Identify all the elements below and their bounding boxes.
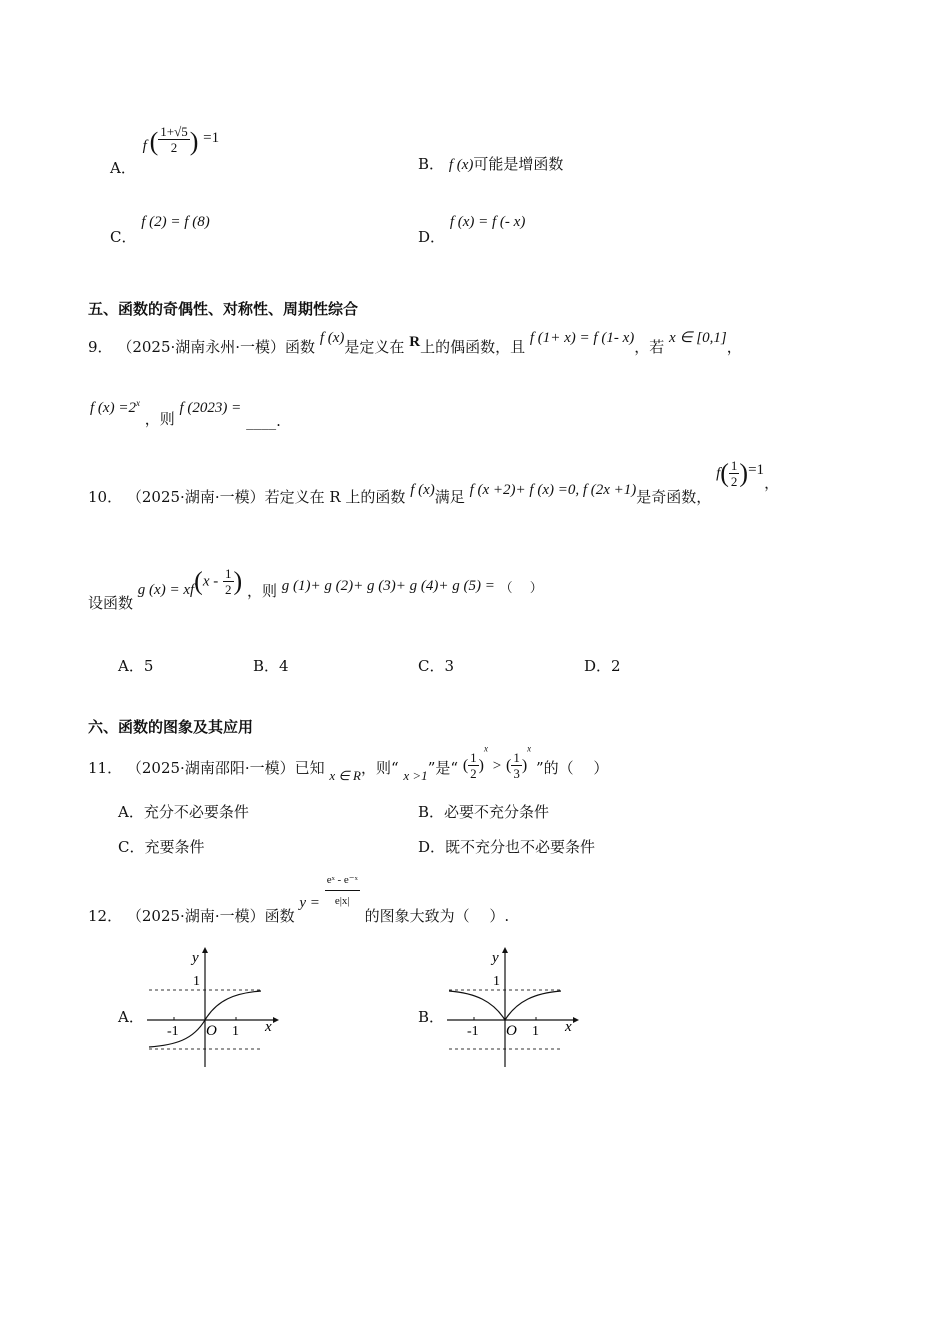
question-10-line-1: 10． （2025·湖南·一模）若定义在 R 上的函数 f (x)满足 f (x +2)+ f (x) =0, f (2x +1)是奇函数， f( $\frac{1}{2}$ )=1， [88,458,780,506]
section-5-title: 五、函数的奇偶性、对称性、周期性综合 [88,300,359,318]
graph-b-tick-neg1: -1 [467,1024,479,1039]
graph-b-x-label: x [565,1019,572,1035]
graph-b-curve-right [505,991,561,1020]
q8-option-c: C． f (2) = f (8) [110,214,210,246]
q10-option-c: C．3 [418,657,455,675]
graph-a-tick-1-x: 1 [232,1024,239,1039]
q8-option-b: B． f (x)可能是增函数 [418,155,564,173]
graph-a-tick-neg1: -1 [167,1024,179,1039]
q11-option-b: B．必要不充分条件 [418,803,550,821]
graph-b-label: B． [418,1008,445,1026]
graph-a [145,945,280,1070]
graph-a-y-label: y [192,950,199,966]
q10-option-a: A．5 [118,657,154,675]
option-a-label: A． [110,158,136,177]
answer-blank[interactable]: ____ [246,412,277,430]
question-10-line-2: 设函数 g (x) = xf(x - $\frac{1}{2}$ ) ，则 g (1)+ g (2)+ g (3)+ g (4)+ g (5) = （ ） [88,566,543,612]
graph-a-label: A． [118,1008,144,1026]
section-6-title: 六、函数的图象及其应用 [88,718,254,736]
q8-option-d: D． f (x) = f (- x) [418,214,526,246]
graph-b-curve-left [449,991,505,1020]
half-fraction-left: $\frac{1}{2}$ [470,750,477,781]
half-fraction: $\frac{1}{2}$ [730,458,738,489]
graph-a-origin: O [206,1023,217,1039]
a-fraction: $\frac{1+√5}{2}$ [160,124,188,155]
graph-b-y-label: y [492,950,499,966]
q10-option-b: B．4 [253,657,289,675]
question-9-line-1: 9． （2025·湖南永州·一模）函数 f (x)是定义在 R上的偶函数，且 f (1+ x) = f (1- x)，若 x ∈ [0,1]， [88,330,742,356]
gx-half-fraction: $\frac{1}{2}$ [225,566,232,597]
third-fraction: $\frac{1}{3}$ [513,750,520,781]
graph-a-tick-1-y: 1 [193,974,200,989]
q12-fraction: $\frac{\text{eˣ - e⁻ˣ}}{e|x|}$ [325,870,360,911]
graph-a-x-label: x [265,1019,272,1035]
question-12: 12． （2025·湖南·一模）函数 y = $\frac{\text{eˣ - e⁻ˣ}}{e|x|}$ 的图象大致为（ ）. [88,870,509,911]
q8-option-a: A． f ( $\frac{1+√5}{2}$ ) =1 [110,124,220,177]
graph-b [445,945,580,1070]
q11-option-a: A．充分不必要条件 [118,803,249,821]
q11-option-c: C．充要条件 [118,838,205,856]
q10-option-d: D．2 [584,657,621,675]
graph-b-tick-1-y: 1 [493,974,500,989]
question-11: 11． （2025·湖南邵阳·一模）已知 x ∈ R，则“ x >1”是“ ( $\frac{1}{2}$ )$^x$ > ( $\frac{1}{3}$ )$^x$ ”的（ ） [88,743,609,783]
q11-option-d: D．既不充分也不必要条件 [418,838,596,856]
graph-b-tick-1-x: 1 [532,1024,539,1039]
question-9-line-2: f $(x) =2^x$ ，则 f (2023) = ____. [90,398,281,430]
graph-b-origin: O [506,1023,517,1039]
